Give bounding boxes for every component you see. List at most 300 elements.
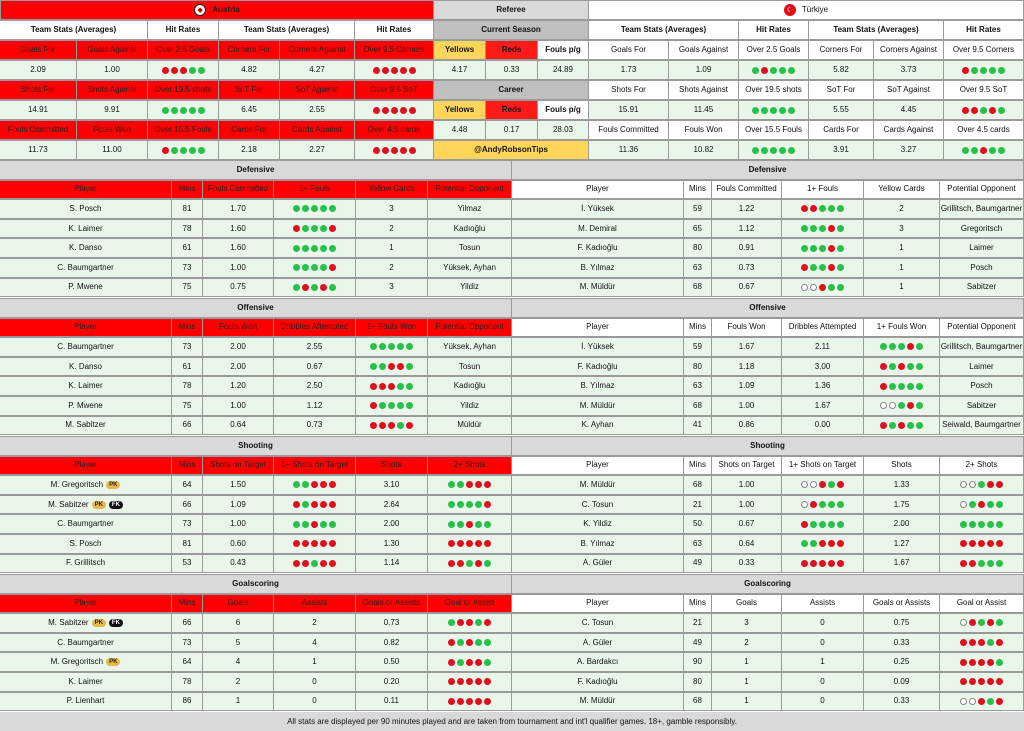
austria-table-cell <box>274 396 356 416</box>
cell-value: 1.18 <box>738 361 755 371</box>
cell-value: 0.75 <box>230 282 246 292</box>
turkiye-table-cell <box>712 554 782 574</box>
green-dot-icon <box>801 540 808 547</box>
pk-badge: PK <box>92 501 106 509</box>
turkiye-stat-value <box>669 100 739 120</box>
austria-column-header-text: 1+ Fouls <box>299 184 330 194</box>
player-name <box>512 258 684 278</box>
section-title <box>0 574 512 594</box>
red-dot-icon <box>466 521 473 528</box>
austria-stat-value <box>0 140 77 160</box>
green-dot-icon <box>311 225 318 232</box>
cell-value: 41 <box>693 420 702 430</box>
turkiye-table-cell <box>940 652 1024 672</box>
turkiye-team-header-text: Team Stats (Averages) <box>833 25 919 34</box>
referee-label-text: Yellows <box>444 45 475 54</box>
green-dot-icon <box>801 225 808 232</box>
austria-table-cell <box>172 633 203 653</box>
austria-stat-label <box>77 120 148 140</box>
section-title-text: Defensive <box>236 164 275 174</box>
empty-dot-icon <box>960 698 967 705</box>
hit-rate-dots <box>880 422 923 429</box>
cell-value: Yildiz <box>460 282 479 292</box>
red-dot-icon <box>960 560 967 567</box>
turkiye-table-cell <box>940 337 1024 357</box>
turkiye-table-cell <box>864 416 940 436</box>
turkiye-table-cell <box>782 495 864 515</box>
cell-value: 1.09 <box>738 381 755 391</box>
austria-table-cell <box>172 554 203 574</box>
fk-badge: FK <box>109 501 123 509</box>
austria-table-cell <box>172 396 203 416</box>
austria-stat-value-text: 11.00 <box>102 145 122 154</box>
austria-table-cell <box>428 495 512 515</box>
austria-stat-label <box>280 40 355 60</box>
hit-rate-dots <box>448 521 491 528</box>
red-dot-icon <box>370 383 377 390</box>
red-dot-icon <box>801 521 808 528</box>
cell-value: 61 <box>182 361 192 371</box>
hit-rate-dots <box>801 264 844 271</box>
austria-table-cell <box>428 534 512 554</box>
player-name-text: K. Laimer <box>68 223 103 233</box>
red-dot-icon <box>320 560 327 567</box>
austria-stat-value-text: 1.00 <box>104 65 120 74</box>
austria-table-cell <box>172 534 203 554</box>
player-name-text: B. Yılmaz <box>580 381 615 391</box>
turkiye-stat-label-text: Corners Against <box>880 45 937 54</box>
red-dot-icon <box>388 383 395 390</box>
green-dot-icon <box>779 107 786 114</box>
turkiye-stat-value <box>874 60 944 80</box>
austria-stat-value <box>77 100 148 120</box>
turkiye-hit-rate-dots <box>962 147 1005 154</box>
cell-value: 2 <box>389 223 394 233</box>
austria-table-cell <box>274 672 356 692</box>
turkiye-table-cell <box>864 219 940 239</box>
turkiye-table-cell <box>864 613 940 633</box>
turkiye-flag-icon: ☾ <box>784 4 796 16</box>
turkiye-table-cell <box>782 475 864 495</box>
turkiye-stat-label-text: Over 2.5 Goals <box>746 45 801 54</box>
austria-table-cell <box>203 396 274 416</box>
red-dot-icon <box>302 540 309 547</box>
cell-value: 0 <box>312 696 317 706</box>
green-dot-icon <box>770 67 777 74</box>
austria-table-cell <box>274 258 356 278</box>
cell-value: 0.50 <box>383 657 400 667</box>
referee-title <box>434 0 589 20</box>
austria-table-cell <box>428 416 512 436</box>
cell-value: 49 <box>693 558 702 568</box>
green-dot-icon <box>989 147 996 154</box>
red-dot-icon <box>960 659 967 666</box>
hit-rate-dots <box>880 343 923 350</box>
referee-career-value-text: 4.48 <box>451 125 468 134</box>
red-dot-icon <box>828 264 835 271</box>
austria-column-header-text: Fouls Won <box>218 322 258 332</box>
austria-column-header-text: Goals or Assists <box>362 598 421 608</box>
green-dot-icon <box>788 107 795 114</box>
player-name <box>512 396 684 416</box>
turkiye-stat-value <box>739 60 809 80</box>
cell-value: 5 <box>235 637 241 647</box>
turkiye-stat-value-text: 4.45 <box>900 105 917 114</box>
green-dot-icon <box>379 402 386 409</box>
green-dot-icon <box>475 501 482 508</box>
social-handle-text: @AndyRobsonTips <box>474 145 548 154</box>
red-dot-icon <box>837 540 844 547</box>
red-dot-icon <box>466 481 473 488</box>
green-dot-icon <box>837 264 844 271</box>
cell-value: 0.20 <box>383 676 400 686</box>
turkiye-table-cell <box>782 199 864 219</box>
green-dot-icon <box>987 560 994 567</box>
turkiye-table-cell <box>864 633 940 653</box>
austria-table-cell <box>172 258 203 278</box>
red-dot-icon <box>475 659 482 666</box>
cell-value: 68 <box>693 479 702 489</box>
turkiye-column-header <box>864 456 940 476</box>
empty-dot-icon <box>960 619 967 626</box>
turkiye-table-cell <box>864 475 940 495</box>
player-name <box>512 613 684 633</box>
turkiye-column-header-text: 1+ Shots on Target <box>788 460 857 470</box>
turkiye-table-cell <box>864 692 940 712</box>
turkiye-column-header <box>782 456 864 476</box>
turkiye-stat-label <box>589 40 669 60</box>
turkiye-hit-rate-dots <box>962 107 1005 114</box>
hit-rate-dots <box>448 619 491 626</box>
austria-stat-label-text: Shots Against <box>87 85 137 94</box>
red-dot-icon <box>311 481 318 488</box>
red-dot-icon <box>406 422 413 429</box>
green-dot-icon <box>457 521 464 528</box>
cell-value: 73 <box>182 637 192 647</box>
red-dot-icon <box>978 639 985 646</box>
player-name-text: P. Mwene <box>68 282 103 292</box>
austria-table-cell <box>172 219 203 239</box>
turkiye-team-header <box>589 20 739 40</box>
cell-value: 0.73 <box>383 617 400 627</box>
cell-value: 6 <box>235 617 241 627</box>
cell-value: 66 <box>182 617 192 627</box>
referee-label-text: Yellows <box>444 105 475 114</box>
player-name-text: C. Baumgartner <box>57 262 114 272</box>
turkiye-table-cell <box>940 495 1024 515</box>
hit-rate-dots <box>370 383 413 390</box>
empty-dot-icon <box>801 501 808 508</box>
austria-table-cell <box>428 219 512 239</box>
cell-value: 4 <box>312 637 317 647</box>
green-dot-icon <box>980 67 987 74</box>
red-dot-icon <box>801 560 808 567</box>
red-dot-icon <box>484 619 491 626</box>
turkiye-table-cell <box>684 672 712 692</box>
player-name <box>0 199 172 219</box>
green-dot-icon <box>889 343 896 350</box>
turkiye-table-cell <box>712 238 782 258</box>
green-dot-icon <box>320 225 327 232</box>
player-name <box>0 514 172 534</box>
turkiye-table-cell <box>684 554 712 574</box>
green-dot-icon <box>397 383 404 390</box>
austria-table-cell <box>172 278 203 298</box>
austria-stat-value <box>219 60 280 80</box>
green-dot-icon <box>475 639 482 646</box>
referee-career-value-text: 28.03 <box>552 125 574 134</box>
cell-value: 63 <box>693 381 702 391</box>
red-dot-icon <box>962 107 969 114</box>
austria-table-cell <box>203 613 274 633</box>
team-name-austria: Austria <box>212 5 240 14</box>
green-dot-icon <box>302 205 309 212</box>
austria-stat-label-text: Over 4.5 cards <box>367 125 421 134</box>
cell-value: 1.33 <box>893 479 910 489</box>
austria-column-header-text: Shots <box>381 460 402 470</box>
player-name <box>512 554 684 574</box>
player-name-text: M. Sabitzer <box>48 499 89 509</box>
cell-value: 0 <box>820 637 825 647</box>
green-dot-icon <box>475 619 482 626</box>
austria-table-cell <box>172 495 203 515</box>
player-name <box>512 652 684 672</box>
turkiye-column-header-text: 2+ Shots <box>965 460 998 470</box>
turkiye-stat-label <box>874 120 944 140</box>
green-dot-icon <box>198 147 205 154</box>
cell-value: Posch <box>970 381 993 391</box>
turkiye-stat-value-text: 10.82 <box>693 145 714 154</box>
green-dot-icon <box>189 67 196 74</box>
cell-value: 3 <box>899 223 904 233</box>
austria-table-cell <box>274 337 356 357</box>
referee-label-text: Fouls p/g <box>545 45 581 54</box>
austria-stat-label <box>219 80 280 100</box>
cell-value: Grillitsch, Baumgartner <box>940 341 1023 351</box>
cell-value: 75 <box>182 282 192 292</box>
referee-label-text: Fouls p/g <box>545 105 581 114</box>
cell-value: Yilmaz <box>457 203 482 213</box>
austria-stat-value <box>0 100 77 120</box>
hit-rate-dots <box>293 264 336 271</box>
player-name <box>512 219 684 239</box>
turkiye-table-cell <box>864 495 940 515</box>
austria-column-header <box>203 594 274 614</box>
austria-column-header <box>0 318 172 338</box>
hit-rate-dots <box>293 540 336 547</box>
hit-rate-dots <box>293 521 336 528</box>
player-name <box>512 278 684 298</box>
red-dot-icon <box>400 147 407 154</box>
green-dot-icon <box>370 363 377 370</box>
cell-value: 1.67 <box>814 400 831 410</box>
austria-table-cell <box>356 357 428 377</box>
green-dot-icon <box>907 422 914 429</box>
cell-value: 0 <box>820 696 825 706</box>
red-dot-icon <box>987 659 994 666</box>
green-dot-icon <box>898 343 905 350</box>
turkiye-table-cell <box>712 376 782 396</box>
austria-stat-value <box>280 60 355 80</box>
austria-stat-value-text: 6.45 <box>241 105 257 114</box>
turkiye-table-cell <box>940 219 1024 239</box>
player-name <box>0 672 172 692</box>
red-dot-icon <box>810 560 817 567</box>
austria-table-cell <box>172 652 203 672</box>
turkiye-table-cell <box>782 633 864 653</box>
austria-table-cell <box>356 652 428 672</box>
cell-value: 73 <box>182 519 192 529</box>
cell-value: Kadıoğlu <box>453 381 486 391</box>
austria-stat-label-text: Cards Against <box>292 125 342 134</box>
austria-stat-label <box>77 40 148 60</box>
referee-current-value-text: 24.89 <box>552 65 574 74</box>
turkiye-column-header <box>864 318 940 338</box>
cell-value: 1 <box>312 657 317 667</box>
turkiye-column-header-text: Player <box>586 460 609 470</box>
austria-column-header-text: Mins <box>178 184 196 194</box>
green-dot-icon <box>761 147 768 154</box>
austria-table-cell <box>274 278 356 298</box>
green-dot-icon <box>329 284 336 291</box>
turkiye-stat-value <box>589 60 669 80</box>
cell-value: 3.10 <box>383 479 400 489</box>
turkiye-column-header <box>684 180 712 200</box>
turkiye-column-header <box>782 318 864 338</box>
green-dot-icon <box>889 383 896 390</box>
cell-value: 50 <box>693 519 702 529</box>
player-name-text: M. Müldür <box>579 696 616 706</box>
pk-badge: PK <box>106 658 120 666</box>
turkiye-stat-label <box>669 120 739 140</box>
cell-value: Yüksek, Ayhan <box>443 341 496 351</box>
austria-table-cell <box>172 692 203 712</box>
cell-value: 0.73 <box>306 420 323 430</box>
turkiye-table-cell <box>940 475 1024 495</box>
hit-rate-dots <box>370 363 413 370</box>
turkiye-table-cell <box>712 337 782 357</box>
red-dot-icon <box>969 659 976 666</box>
empty-dot-icon <box>889 402 896 409</box>
turkiye-table-cell <box>684 613 712 633</box>
section-title <box>512 298 1024 318</box>
austria-table-cell <box>356 258 428 278</box>
red-dot-icon <box>391 107 398 114</box>
cell-value: Posch <box>970 262 993 272</box>
austria-table-cell <box>428 554 512 574</box>
austria-table-cell <box>274 613 356 633</box>
red-dot-icon <box>320 481 327 488</box>
player-name-text: K. Laimer <box>68 676 103 686</box>
green-dot-icon <box>960 521 967 528</box>
turkiye-table-cell <box>684 238 712 258</box>
austria-table-cell <box>203 258 274 278</box>
green-dot-icon <box>828 481 835 488</box>
red-dot-icon <box>329 264 336 271</box>
cell-value: 2 <box>235 676 241 686</box>
austria-table-cell <box>428 337 512 357</box>
hit-rate-dots <box>370 422 413 429</box>
player-name-text: F. Grillitsch <box>65 558 106 568</box>
cell-value: 1 <box>820 657 825 667</box>
austria-table-cell <box>428 376 512 396</box>
turkiye-stat-value-text: 1.73 <box>620 65 637 74</box>
green-dot-icon <box>484 659 491 666</box>
green-dot-icon <box>978 481 985 488</box>
green-dot-icon <box>837 284 844 291</box>
turkiye-team-header-text: Hit Rates <box>966 25 1001 34</box>
section-title <box>512 574 1024 594</box>
green-dot-icon <box>752 67 759 74</box>
red-dot-icon <box>162 147 169 154</box>
austria-table-cell <box>172 238 203 258</box>
referee-label <box>486 40 538 60</box>
red-dot-icon <box>466 698 473 705</box>
red-dot-icon <box>457 698 464 705</box>
austria-table-cell <box>172 416 203 436</box>
green-dot-icon <box>406 363 413 370</box>
player-name <box>0 396 172 416</box>
austria-table-cell <box>172 376 203 396</box>
player-name-text: A. Bardakcı <box>576 657 619 667</box>
red-dot-icon <box>448 659 455 666</box>
red-dot-icon <box>382 67 389 74</box>
austria-table-cell <box>428 613 512 633</box>
turkiye-column-header <box>684 318 712 338</box>
referee-label <box>486 100 538 120</box>
austria-column-header-text: Dribbles Attempted <box>280 322 349 332</box>
green-dot-icon <box>406 343 413 350</box>
player-name-text: F. Kadıoğlu <box>577 676 618 686</box>
austria-stat-value-text: 4.27 <box>309 65 325 74</box>
turkiye-stat-value <box>669 60 739 80</box>
cell-value: 0 <box>312 676 317 686</box>
player-name-text: S. Posch <box>69 203 102 213</box>
austria-table-cell <box>356 376 428 396</box>
green-dot-icon <box>180 107 187 114</box>
austria-column-header <box>172 594 203 614</box>
turkiye-stat-label-text: Over 15.5 Fouls <box>745 125 802 134</box>
section-title-text: Shooting <box>750 440 785 450</box>
turkiye-stat-value <box>809 60 874 80</box>
turkiye-table-cell <box>712 278 782 298</box>
austria-column-header <box>172 456 203 476</box>
hit-rate-dots <box>801 481 844 488</box>
austria-table-cell <box>274 238 356 258</box>
green-dot-icon <box>397 402 404 409</box>
turkiye-table-cell <box>940 199 1024 219</box>
turkiye-stat-label <box>944 120 1024 140</box>
cell-value: 1 <box>899 243 904 253</box>
player-name <box>512 475 684 495</box>
austria-table-cell <box>274 652 356 672</box>
hit-rate-dots <box>960 619 1003 626</box>
austria-table-cell <box>274 633 356 653</box>
green-dot-icon <box>293 245 300 252</box>
cell-value: Gregoritsch <box>960 223 1003 233</box>
red-dot-icon <box>320 540 327 547</box>
empty-dot-icon <box>880 402 887 409</box>
austria-stat-value <box>219 100 280 120</box>
cell-value: 21 <box>693 499 702 509</box>
green-dot-icon <box>302 481 309 488</box>
austria-table-cell <box>203 357 274 377</box>
turkiye-table-cell <box>782 613 864 633</box>
red-dot-icon <box>880 363 887 370</box>
red-dot-icon <box>978 698 985 705</box>
austria-stat-label <box>0 40 77 60</box>
hit-rate-dots <box>960 678 1003 685</box>
